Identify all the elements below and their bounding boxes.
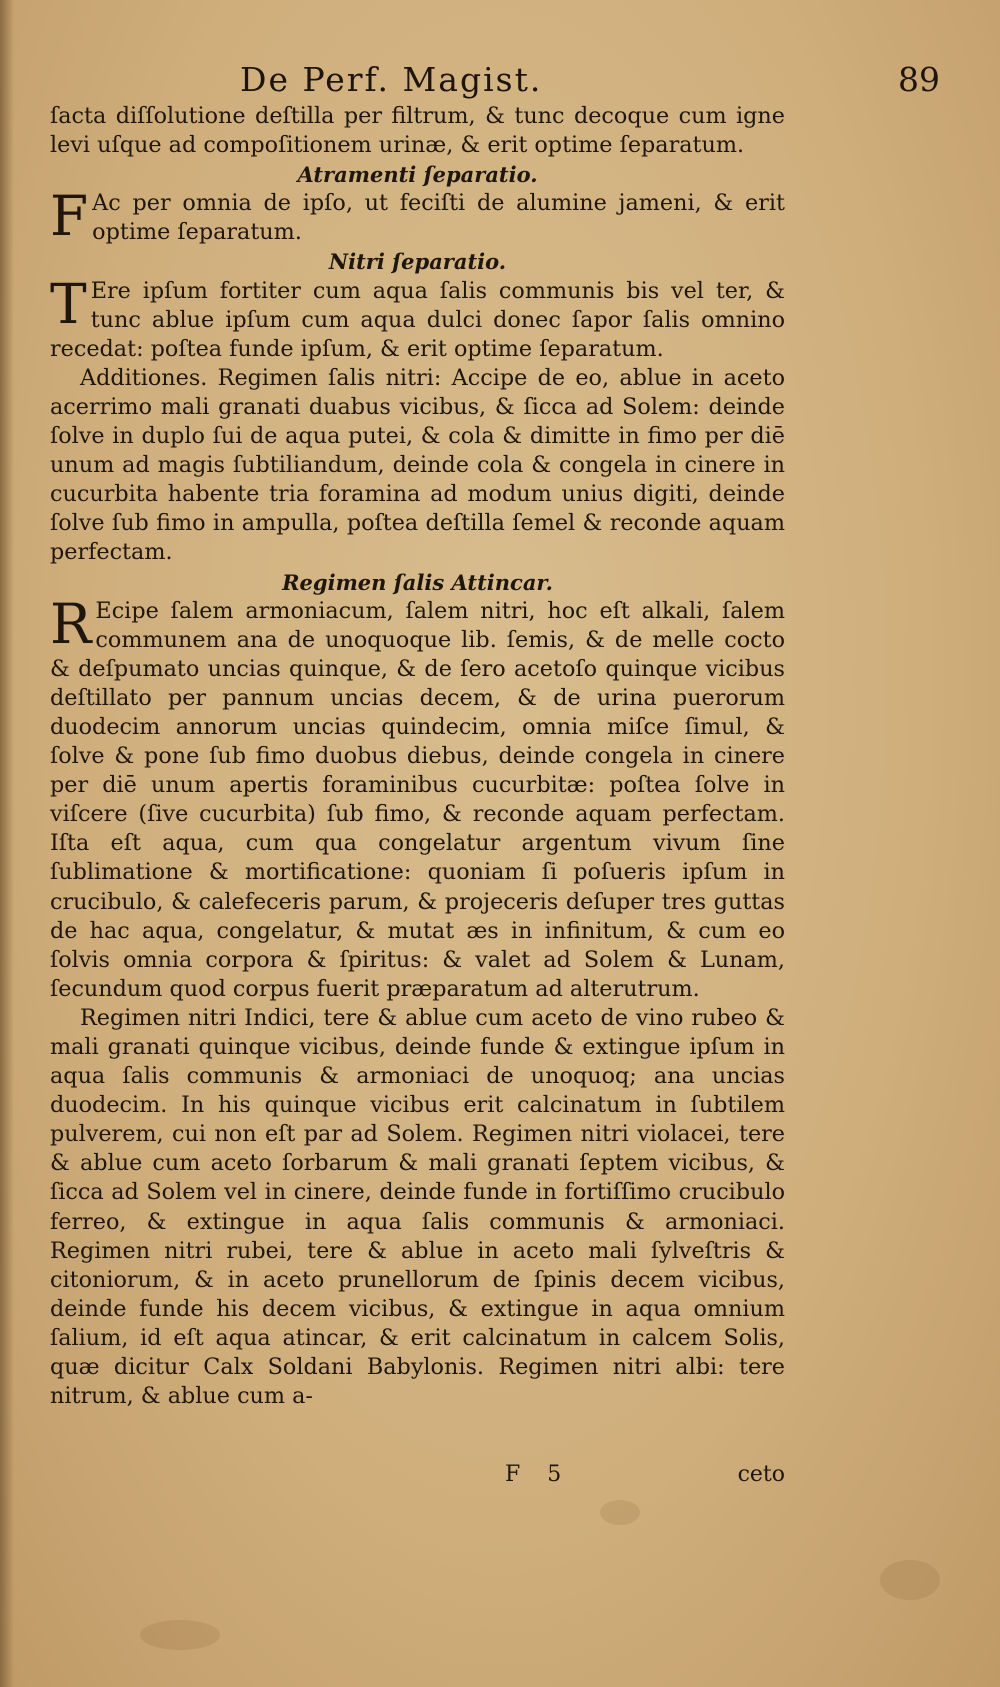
page-footer — [50, 1462, 785, 1492]
section-heading-attincar: Regimen ſalis Attincar. — [282, 569, 553, 595]
drop-cap: R — [50, 591, 92, 656]
paragraph — [50, 184, 785, 249]
page-number: 89 — [898, 60, 940, 99]
section-heading-nitri: Nitri ſeparatio. — [328, 249, 507, 275]
paragraph-text: Ac per omnia de ipſo, ut feciſti de alumine jameni, & erit optime ſeparatum. — [92, 190, 785, 246]
paragraph: Additiones. Regimen ſalis nitri: Accipe de eo, ablue in aceto acerrimo mali granati duabus vicibus, & ſicca ad Solem: deinde ſolve in duplo ſui de aqua putei, & cola & dimitte in fimo per diē unum ad magis ſubtiliandum, deinde cola & congela in cinere in cucurbita habente tria foramina ad modum unius digiti, deinde ſolve ſub fimo in ampulla, poſtea deſtilla ſemel & reconde aquam perfectam. — [50, 364, 785, 566]
running-head — [240, 60, 940, 100]
body-text — [50, 102, 785, 1411]
running-head-title: De Perf. Magist. — [240, 60, 543, 99]
section-heading-atramenti: Atramenti ſeparatio. — [297, 162, 538, 188]
page-gutter-shadow — [0, 0, 14, 1687]
catchword: ceto — [737, 1462, 785, 1487]
drop-cap: T — [50, 271, 87, 336]
paragraph-text: Ecipe ſalem armoniacum, ſalem nitri, hoc eſt alkali, ſalem communem ana de unoquoque lib. ſemis, & de melle cocto & deſpumato uncias quinque, & de ſero acetoſo quinque vicibus deſtillato per pannum uncias decem, & de urina puerorum duodecim annorum uncias quindecim, omnia miſce ſimul, & ſolve & pone ſub fimo duobus diebus, deinde congela in cinere per diē unum apertis foraminibus cucurbitæ: poſtea ſolve in viſcere (ſive cucurbita) ſub fimo, & reconde aquam perfectam. Iſta eſt aqua, cum qua congelatur argentum vivum ſine ſublimatione & mortificatione: quoniam ſi poſueris ipſum in crucibulo, & calefeceris parum, & projeceris deſuper tres guttas de hac aqua, congelatur, & mutat æs in infinitum, & cum eo ſolvis omnia corpora & ſpiritus: & valet ad Solem & Lunam, ſecundum quod corpus fuerit præparatum ad alterutrum. — [50, 597, 785, 1002]
signature-mark: F 5 — [505, 1462, 572, 1487]
paragraph — [50, 591, 785, 1004]
paragraph — [50, 271, 785, 364]
paper-stain — [600, 1500, 640, 1525]
paragraph-text: Ere ipſum fortiter cum aqua ſalis communis bis vel ter, & tunc ablue ipſum cum aqua dulci donec ſapor ſalis omnino recedat: poſtea funde ipſum, & erit optime ſeparatum. — [50, 277, 785, 362]
paper-stain — [880, 1560, 940, 1600]
paragraph: ſacta diſſolutione deſtilla per filtrum, & tunc decoque cum igne levi uſque ad compoſitionem urinæ, & erit optime ſeparatum. — [50, 103, 785, 159]
paper-stain — [140, 1620, 220, 1650]
drop-cap: F — [50, 184, 89, 249]
paragraph: Regimen nitri Indici, tere & ablue cum aceto de vino rubeo & mali granati quinque vicibus, deinde funde & extingue ipſum in aqua ſalis communis & armoniaci de unoquoq; ana uncias duodecim. In his quinque vicibus erit calcinatum in ſubtilem pulverem, cui non eſt par ad Solem. Regimen nitri violacei, tere & ablue cum aceto ſorbarum & mali granati ſeptem vicibus, & ſicca ad Solem vel in cinere, deinde funde in fortiſſimo crucibulo ferreo, & extingue in aqua ſalis communis & armoniaci. Regimen nitri rubei, tere & ablue in aceto mali ſylveſtris & citoniorum, & in aceto prunellorum de ſpinis decem vicibus, deinde funde his decem vicibus, & extingue in aqua omnium ſalium, id eſt aqua atincar, & erit calcinatum in calcem Solis, quæ dicitur Calx Soldani Babylonis. Regimen nitri albi: tere nitrum, & ablue cum a- — [50, 1004, 785, 1410]
